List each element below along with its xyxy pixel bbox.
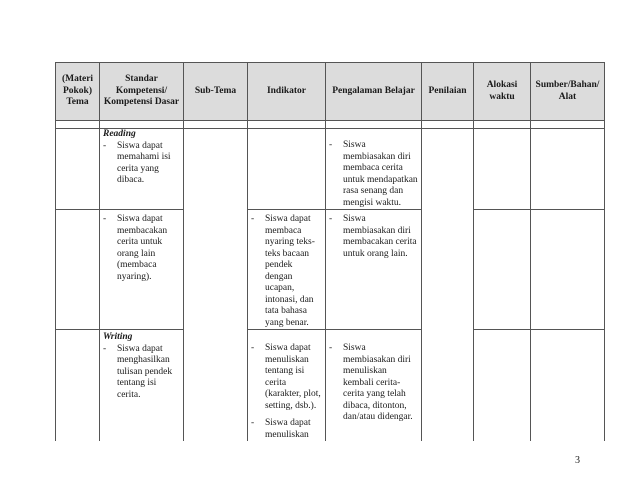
list-item: - Siswa dapat membaca nyaring teks-teks bacaan pendek dengan ucapan, intonasi, dan tata bahasa yang benar.: [251, 214, 322, 329]
kd-reading-1: Siswa dapat memahami isi cerita yang dibaca.: [117, 140, 171, 185]
ind-writing-2: Siswa dapat menuliskan: [265, 418, 311, 440]
list-item: - Siswa membiasakan diri menuliskan kembali cerita-cerita yang telah dibaca, ditonton, dan/atau didengar.: [329, 343, 418, 424]
ind-reading-2: Siswa dapat membaca nyaring teks-teks bacaan pendek dengan ucapan, intonasi, dan tata bahasa yang benar.: [265, 214, 315, 328]
list-item: - Siswa dapat memahami isi cerita yang dibaca.: [103, 141, 180, 187]
pb-reading-2: Siswa membiasakan diri membacakan cerita untuk orang lain.: [343, 214, 417, 259]
syllabus-table: [55, 62, 605, 441]
section-label-writing: Writing: [103, 332, 133, 342]
header-standar: Standar Kompetensi/ Kompetensi Dasar: [100, 63, 184, 121]
header-row: [56, 63, 605, 121]
header-sumber: Sumber/Bahan/ Alat: [531, 63, 605, 121]
header-alokasi: Alokasi waktu: [474, 63, 531, 121]
header-subtema: Sub-Tema: [184, 63, 248, 121]
spacer-row: [56, 121, 605, 129]
kd-reading-2: Siswa dapat membacakan cerita untuk orang lain (membaca nyaring).: [117, 214, 168, 282]
table-row: [56, 129, 605, 210]
header-pengalaman: Pengalaman Belajar: [326, 63, 422, 121]
table-row: [56, 210, 605, 330]
page-number: 3: [575, 455, 580, 466]
header-penilaian: Penilaian: [422, 63, 474, 121]
list-item: - Siswa dapat menuliskan tentang isi cerita (karakter, plot, setting, dsb.).: [251, 343, 321, 411]
list-item: - Siswa dapat menghasilkan tulisan pendek tentang isi cerita.: [103, 344, 180, 402]
header-materi: (Materi Pokok) Tema: [56, 63, 100, 121]
kd-writing-1: Siswa dapat menghasilkan tulisan pendek tentang isi cerita.: [117, 343, 173, 400]
table-row: [56, 330, 605, 442]
list-item: - Siswa membiasakan diri membaca cerita untuk mendapatkan rasa senang dan mengisi waktu.: [329, 140, 418, 208]
pb-reading-1: Siswa membiasakan diri membaca cerita untuk mendapatkan rasa senang dan mengisi waktu.: [343, 140, 418, 208]
pb-writing-1: Siswa membiasakan diri menuliskan kembali cerita-cerita yang telah dibaca, ditonton, dan/atau didengar.: [343, 343, 413, 422]
ind-writing-1: Siswa dapat menuliskan tentang isi cerita (karakter, plot, setting, dsb.).: [265, 343, 321, 411]
list-item: - Siswa membiasakan diri membacakan cerita untuk orang lain.: [329, 214, 417, 259]
list-item: - Siswa dapat membacakan cerita untuk orang lain (membaca nyaring).: [103, 214, 180, 283]
list-item: - Siswa dapat menuliskan: [251, 418, 322, 441]
header-indikator: Indikator: [248, 63, 326, 121]
section-label-reading: Reading: [103, 129, 136, 139]
